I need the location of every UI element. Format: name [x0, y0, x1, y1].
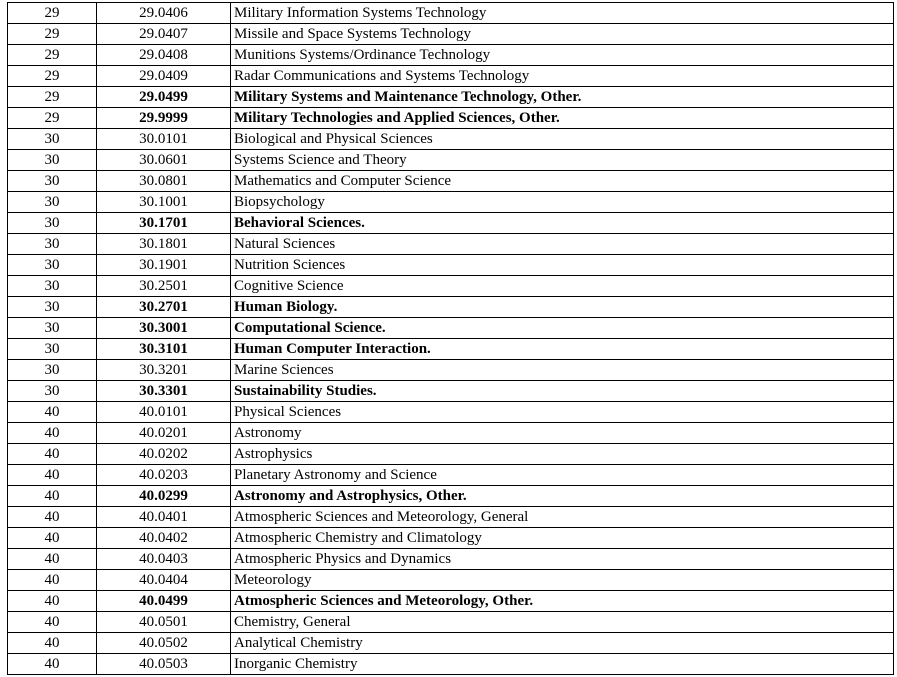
program-title-cell: Meteorology	[231, 570, 894, 591]
cip-code-cell: 30.0601	[97, 150, 231, 171]
series-cell: 29	[8, 3, 97, 24]
cip-table-body	[8, 3, 894, 675]
table-row	[8, 276, 894, 297]
series-cell: 40	[8, 444, 97, 465]
series-cell: 40	[8, 654, 97, 675]
table-row	[8, 66, 894, 87]
cip-code-cell: 40.0203	[97, 465, 231, 486]
series-cell: 40	[8, 612, 97, 633]
table-row	[8, 234, 894, 255]
program-title-cell: Atmospheric Physics and Dynamics	[231, 549, 894, 570]
program-title-cell: Physical Sciences	[231, 402, 894, 423]
cip-code-cell: 29.0499	[97, 87, 231, 108]
cip-code-cell: 40.0401	[97, 507, 231, 528]
series-cell: 30	[8, 129, 97, 150]
cip-code-cell: 30.2501	[97, 276, 231, 297]
program-title-cell: Munitions Systems/Ordinance Technology	[231, 45, 894, 66]
table-row	[8, 465, 894, 486]
series-cell: 30	[8, 339, 97, 360]
cip-code-cell: 29.9999	[97, 108, 231, 129]
series-cell: 30	[8, 297, 97, 318]
series-cell: 29	[8, 108, 97, 129]
table-row	[8, 570, 894, 591]
series-cell: 40	[8, 423, 97, 444]
program-title-cell: Nutrition Sciences	[231, 255, 894, 276]
program-title-cell: Military Information Systems Technology	[231, 3, 894, 24]
cip-code-table-container	[7, 2, 893, 675]
series-cell: 40	[8, 570, 97, 591]
program-title-cell: Sustainability Studies.	[231, 381, 894, 402]
program-title-cell: Mathematics and Computer Science	[231, 171, 894, 192]
table-row	[8, 486, 894, 507]
series-cell: 40	[8, 402, 97, 423]
cip-code-cell: 30.1001	[97, 192, 231, 213]
program-title-cell: Astronomy	[231, 423, 894, 444]
cip-code-cell: 40.0101	[97, 402, 231, 423]
cip-code-cell: 30.3301	[97, 381, 231, 402]
cip-code-cell: 29.0408	[97, 45, 231, 66]
series-cell: 30	[8, 381, 97, 402]
table-row	[8, 360, 894, 381]
program-title-cell: Planetary Astronomy and Science	[231, 465, 894, 486]
program-title-cell: Biopsychology	[231, 192, 894, 213]
cip-code-cell: 40.0499	[97, 591, 231, 612]
cip-code-cell: 30.1801	[97, 234, 231, 255]
program-title-cell: Astrophysics	[231, 444, 894, 465]
table-row	[8, 591, 894, 612]
table-row	[8, 633, 894, 654]
cip-code-cell: 29.0407	[97, 24, 231, 45]
table-row	[8, 528, 894, 549]
table-row	[8, 213, 894, 234]
cip-code-cell: 30.3101	[97, 339, 231, 360]
program-title-cell: Systems Science and Theory	[231, 150, 894, 171]
series-cell: 30	[8, 150, 97, 171]
program-title-cell: Computational Science.	[231, 318, 894, 339]
program-title-cell: Behavioral Sciences.	[231, 213, 894, 234]
program-title-cell: Radar Communications and Systems Technology	[231, 66, 894, 87]
series-cell: 30	[8, 213, 97, 234]
series-cell: 40	[8, 486, 97, 507]
table-row	[8, 507, 894, 528]
series-cell: 40	[8, 633, 97, 654]
program-title-cell: Atmospheric Sciences and Meteorology, Other.	[231, 591, 894, 612]
table-row	[8, 192, 894, 213]
table-row	[8, 402, 894, 423]
program-title-cell: Military Technologies and Applied Sciences, Other.	[231, 108, 894, 129]
table-row	[8, 150, 894, 171]
cip-code-cell: 40.0502	[97, 633, 231, 654]
cip-code-cell: 40.0501	[97, 612, 231, 633]
table-row	[8, 444, 894, 465]
program-title-cell: Human Computer Interaction.	[231, 339, 894, 360]
program-title-cell: Cognitive Science	[231, 276, 894, 297]
program-title-cell: Atmospheric Sciences and Meteorology, General	[231, 507, 894, 528]
series-cell: 30	[8, 192, 97, 213]
series-cell: 30	[8, 276, 97, 297]
series-cell: 29	[8, 66, 97, 87]
table-row	[8, 129, 894, 150]
series-cell: 30	[8, 171, 97, 192]
table-row	[8, 549, 894, 570]
series-cell: 30	[8, 318, 97, 339]
cip-code-cell: 30.2701	[97, 297, 231, 318]
cip-code-cell: 30.1701	[97, 213, 231, 234]
series-cell: 29	[8, 87, 97, 108]
table-row	[8, 654, 894, 675]
table-row	[8, 24, 894, 45]
cip-code-cell: 29.0406	[97, 3, 231, 24]
series-cell: 29	[8, 45, 97, 66]
table-row	[8, 423, 894, 444]
program-title-cell: Human Biology.	[231, 297, 894, 318]
series-cell: 30	[8, 234, 97, 255]
table-row	[8, 255, 894, 276]
program-title-cell: Astronomy and Astrophysics, Other.	[231, 486, 894, 507]
cip-code-cell: 40.0202	[97, 444, 231, 465]
cip-code-cell: 29.0409	[97, 66, 231, 87]
program-title-cell: Missile and Space Systems Technology	[231, 24, 894, 45]
program-title-cell: Analytical Chemistry	[231, 633, 894, 654]
table-row	[8, 381, 894, 402]
series-cell: 30	[8, 360, 97, 381]
cip-code-cell: 30.3201	[97, 360, 231, 381]
series-cell: 30	[8, 255, 97, 276]
cip-code-cell: 30.3001	[97, 318, 231, 339]
program-title-cell: Military Systems and Maintenance Technology, Other.	[231, 87, 894, 108]
cip-code-cell: 30.1901	[97, 255, 231, 276]
cip-code-cell: 40.0402	[97, 528, 231, 549]
table-row	[8, 318, 894, 339]
cip-code-cell: 40.0404	[97, 570, 231, 591]
cip-code-cell: 40.0201	[97, 423, 231, 444]
program-title-cell: Biological and Physical Sciences	[231, 129, 894, 150]
table-row	[8, 45, 894, 66]
table-row	[8, 612, 894, 633]
table-row	[8, 87, 894, 108]
program-title-cell: Inorganic Chemistry	[231, 654, 894, 675]
program-title-cell: Atmospheric Chemistry and Climatology	[231, 528, 894, 549]
cip-code-cell: 30.0101	[97, 129, 231, 150]
table-row	[8, 108, 894, 129]
series-cell: 40	[8, 507, 97, 528]
cip-code-cell: 40.0503	[97, 654, 231, 675]
series-cell: 40	[8, 591, 97, 612]
cip-code-cell: 40.0299	[97, 486, 231, 507]
series-cell: 40	[8, 465, 97, 486]
series-cell: 29	[8, 24, 97, 45]
cip-code-cell: 40.0403	[97, 549, 231, 570]
cip-code-cell: 30.0801	[97, 171, 231, 192]
series-cell: 40	[8, 549, 97, 570]
series-cell: 40	[8, 528, 97, 549]
program-title-cell: Chemistry, General	[231, 612, 894, 633]
program-title-cell: Natural Sciences	[231, 234, 894, 255]
table-row	[8, 3, 894, 24]
table-row	[8, 339, 894, 360]
table-row	[8, 297, 894, 318]
table-row	[8, 171, 894, 192]
cip-code-table	[7, 2, 894, 675]
program-title-cell: Marine Sciences	[231, 360, 894, 381]
